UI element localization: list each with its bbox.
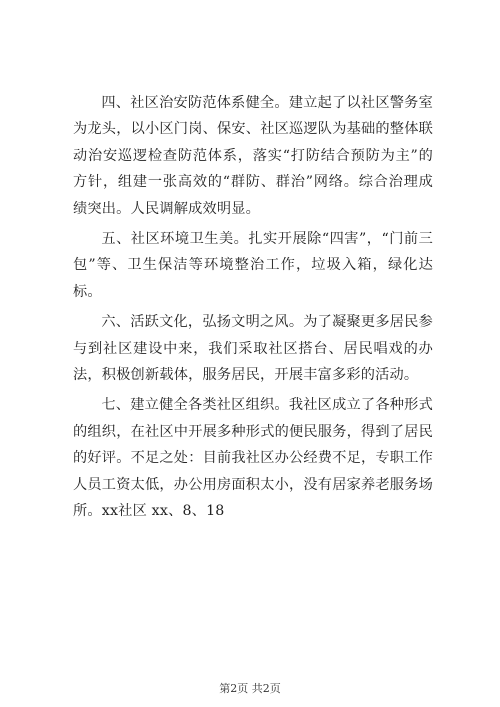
page-number-footer: 第2页 共2页 [219,682,281,695]
paragraph-security: 四、社区治安防范体系健全。建立起了以社区警务室为龙头，以小区门岗、保安、社区巡逻队为基础的整体联动治安巡逻检查防范体系，落实“打防结合预防为主”的方针，组建一张高效的“群防、群治”网络。综合治理成绩突出。人民调解成效明显。 [73,95,433,217]
paragraph-culture: 六、活跃文化，弘扬文明之风。为了凝聚更多居民参与到社区建设中来，我们采取社区搭台、居民唱戏的办法，积极创新载体，服务居民，开展丰富多彩的活动。 [73,314,433,384]
paragraph-environment: 五、社区环境卫生美。扎实开展除“四害”，“门前三包”等、卫生保洁等环境整治工作，垃圾入箱，绿化达标。 [73,231,433,300]
document-body [73,90,433,529]
paragraph-organizations: 七、建立健全各类社区组织。我社区成立了各种形式的组织，在社区中开展多种形式的便民服务，得到了居民的好评。不足之处：目前我社区办公经费不足，专职工作人员工资太低，办公用房面积太小，没有居家养老服务场所。xx社区 xx、8、18 [73,397,433,520]
